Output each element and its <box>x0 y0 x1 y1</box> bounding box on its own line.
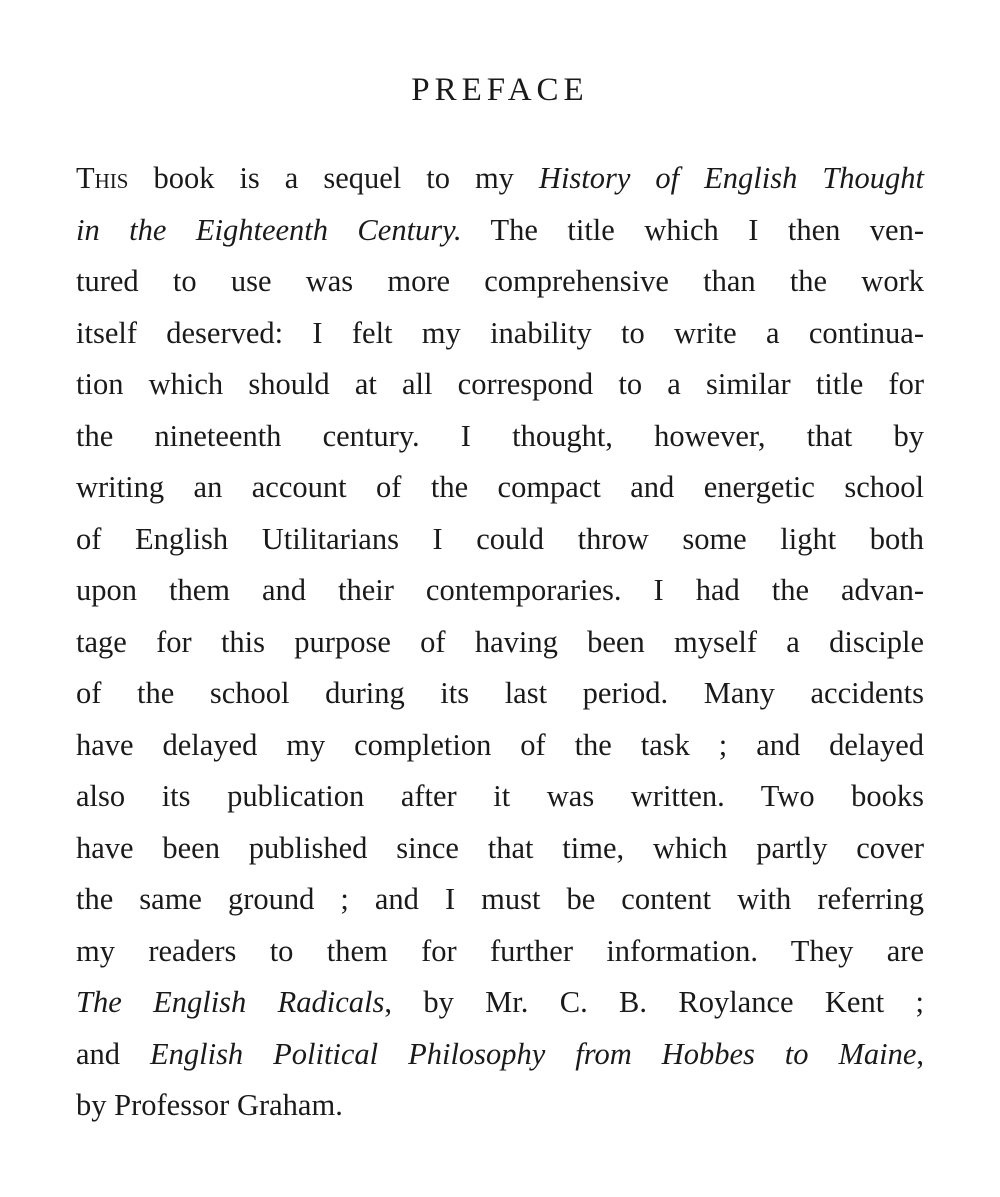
text-segment: and <box>76 1036 150 1071</box>
italic-title: in the Eighteenth Century. <box>76 212 462 247</box>
text-line: itself deserved: I felt my inability to write a continua- <box>76 315 924 350</box>
text-line: the same ground ; and I must be content with referring <box>76 882 924 916</box>
text-segment: book is a sequel to my <box>128 161 539 195</box>
text-line <box>76 977 924 1029</box>
italic-title: History of English Thought <box>538 161 925 195</box>
text-line: of the school during its last period. Many accidents <box>76 676 924 710</box>
text-line: the nineteenth century. I thought, however, that by <box>76 418 924 453</box>
text-line <box>76 1029 924 1081</box>
text-line: tured to use was more comprehensive than the work <box>76 264 924 298</box>
text-segment: , <box>916 1036 924 1071</box>
text-line: of English Utilitarians I could throw some light both <box>76 521 924 556</box>
text-line: have been published since that time, which partly cover <box>76 830 924 865</box>
text-line <box>76 153 924 205</box>
small-caps-word: This <box>76 161 129 195</box>
text-line: also its publication after it was written. Two books <box>76 779 924 813</box>
text-line: tion which should at all correspond to a similar title for <box>76 367 924 401</box>
page-title: PREFACE <box>411 72 589 108</box>
text-line: by Professor Graham. <box>76 1088 343 1122</box>
italic-title: The English Radicals <box>76 985 385 1019</box>
text-line: writing an account of the compact and energetic school <box>76 470 924 504</box>
text-line: my readers to them for further information. They are <box>76 933 924 968</box>
text-segment: , by Mr. C. B. Roylance Kent ; <box>384 985 924 1019</box>
text-segment: The title which I then ven- <box>461 212 924 247</box>
preface-paragraph <box>76 153 924 1132</box>
text-line <box>76 205 924 257</box>
text-line: upon them and their contemporaries. I had the advan- <box>76 573 924 607</box>
italic-title: English Political Philosophy from Hobbes to Maine <box>149 1036 917 1071</box>
text-line: have delayed my completion of the task ; and delayed <box>76 727 924 762</box>
text-line: tage for this purpose of having been myself a disciple <box>76 624 924 659</box>
